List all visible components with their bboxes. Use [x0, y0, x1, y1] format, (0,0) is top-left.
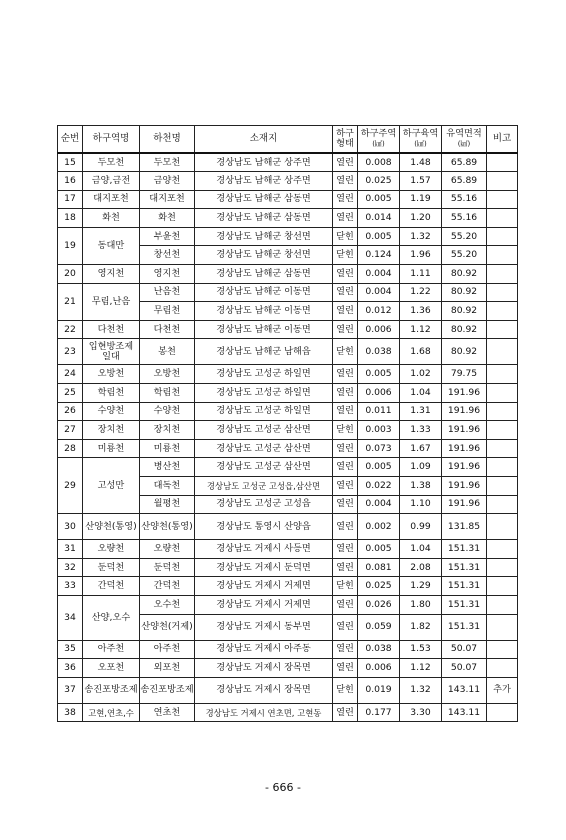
cell-catchment: 191.96 — [442, 495, 487, 514]
cell-width: 1.38 — [400, 477, 442, 496]
header-basin-unit: (㎢) — [372, 140, 385, 148]
cell-no: 38 — [58, 703, 83, 722]
cell-basin: 0.025 — [358, 172, 400, 191]
cell-catchment: 191.96 — [442, 458, 487, 477]
cell-location: 경상남도 거제시 장목면 — [195, 677, 333, 703]
table-row — [58, 421, 518, 440]
cell-type: 닫힌 — [333, 246, 358, 265]
cell-no: 29 — [58, 458, 83, 514]
header-type-b: 형태 — [336, 138, 354, 149]
cell-width: 1.12 — [400, 320, 442, 339]
header-note: 비고 — [487, 126, 518, 154]
cell-location: 경상남도 남해군 이동면 — [195, 283, 333, 302]
estuary-table — [57, 125, 518, 722]
cell-width: 1.67 — [400, 439, 442, 458]
cell-basin: 0.073 — [358, 439, 400, 458]
table-row — [58, 153, 518, 172]
cell-catchment: 65.89 — [442, 172, 487, 191]
cell-basin: 0.004 — [358, 495, 400, 514]
cell-basin: 0.022 — [358, 477, 400, 496]
cell-river: 산양천(거제) — [140, 614, 195, 640]
cell-area: 동대만 — [83, 227, 140, 264]
cell-no: 18 — [58, 209, 83, 228]
cell-type: 열린 — [333, 540, 358, 559]
cell-note — [487, 595, 518, 614]
cell-type: 열린 — [333, 703, 358, 722]
cell-no: 36 — [58, 659, 83, 678]
cell-river: 연초천 — [140, 703, 195, 722]
cell-area: 화천 — [83, 209, 140, 228]
table-row — [58, 558, 518, 577]
cell-location: 경상남도 거제시 둔덕면 — [195, 558, 333, 577]
cell-note — [487, 402, 518, 421]
cell-type: 열린 — [333, 320, 358, 339]
cell-no: 33 — [58, 577, 83, 596]
table-row — [58, 703, 518, 722]
cell-river: 산양천(통영) — [140, 514, 195, 540]
cell-river: 월평천 — [140, 495, 195, 514]
cell-location: 경상남도 남해군 삼동면 — [195, 209, 333, 228]
cell-river: 다천천 — [140, 320, 195, 339]
cell-note — [487, 227, 518, 246]
header-basin-a: 하구주역 — [360, 128, 397, 139]
cell-no: 28 — [58, 439, 83, 458]
cell-width: 1.12 — [400, 659, 442, 678]
cell-width: 1.02 — [400, 365, 442, 384]
cell-area: 무림,난음 — [83, 283, 140, 320]
cell-location: 경상남도 남해군 창선면 — [195, 227, 333, 246]
cell-river: 수양천 — [140, 402, 195, 421]
cell-river: 장치천 — [140, 421, 195, 440]
cell-type: 열린 — [333, 283, 358, 302]
cell-location: 경상남도 고성군 삼산면 — [195, 421, 333, 440]
cell-note — [487, 153, 518, 172]
cell-location: 경상남도 남해군 이동면 — [195, 302, 333, 321]
cell-river: 병산천 — [140, 458, 195, 477]
cell-type: 열린 — [333, 265, 358, 284]
cell-width: 1.80 — [400, 595, 442, 614]
cell-no: 21 — [58, 283, 83, 320]
cell-location: 경상남도 남해군 삼동면 — [195, 265, 333, 284]
table-row — [58, 339, 518, 365]
cell-note — [487, 640, 518, 659]
cell-river: 간덕천 — [140, 577, 195, 596]
cell-basin: 0.006 — [358, 659, 400, 678]
cell-note — [487, 246, 518, 265]
cell-no: 37 — [58, 677, 83, 703]
cell-catchment: 151.31 — [442, 558, 487, 577]
cell-width: 1.20 — [400, 209, 442, 228]
cell-catchment: 79.75 — [442, 365, 487, 384]
cell-basin: 0.005 — [358, 365, 400, 384]
table-row — [58, 540, 518, 559]
cell-location: 경상남도 남해군 창선면 — [195, 246, 333, 265]
cell-note — [487, 172, 518, 191]
header-width — [400, 126, 442, 154]
cell-note — [487, 384, 518, 403]
cell-area: 고성만 — [83, 458, 140, 514]
cell-type: 열린 — [333, 558, 358, 577]
cell-note — [487, 540, 518, 559]
cell-catchment: 50.07 — [442, 659, 487, 678]
cell-catchment: 50.07 — [442, 640, 487, 659]
cell-width: 1.19 — [400, 190, 442, 209]
cell-note — [487, 577, 518, 596]
cell-no: 22 — [58, 320, 83, 339]
cell-no: 17 — [58, 190, 83, 209]
cell-catchment: 55.16 — [442, 209, 487, 228]
header-catch-a: 유역면적 — [446, 128, 482, 139]
cell-area: 아주천 — [83, 640, 140, 659]
cell-width: 1.10 — [400, 495, 442, 514]
cell-note — [487, 659, 518, 678]
cell-catchment: 80.92 — [442, 320, 487, 339]
cell-area: 고현,연초,수 — [83, 703, 140, 722]
header-type-a: 하구 — [336, 128, 354, 139]
cell-location: 경상남도 남해군 남해읍 — [195, 339, 333, 365]
table-row — [58, 677, 518, 703]
cell-location: 경상남도 고성군 고성읍 — [195, 495, 333, 514]
cell-river: 무림천 — [140, 302, 195, 321]
cell-area: 둔덕천 — [83, 558, 140, 577]
table-row — [58, 402, 518, 421]
cell-river: 난음천 — [140, 283, 195, 302]
cell-basin: 0.124 — [358, 246, 400, 265]
cell-basin: 0.005 — [358, 190, 400, 209]
table-row — [58, 265, 518, 284]
page-number: - 666 - — [265, 781, 301, 794]
cell-no: 35 — [58, 640, 83, 659]
cell-river: 두모천 — [140, 153, 195, 172]
cell-type: 닫힌 — [333, 577, 358, 596]
cell-note — [487, 477, 518, 496]
cell-catchment: 55.20 — [442, 227, 487, 246]
cell-width: 1.04 — [400, 540, 442, 559]
cell-width: 0.99 — [400, 514, 442, 540]
cell-area: 대지포천 — [83, 190, 140, 209]
cell-note — [487, 703, 518, 722]
cell-no: 20 — [58, 265, 83, 284]
cell-area: 수양천 — [83, 402, 140, 421]
cell-width: 1.29 — [400, 577, 442, 596]
cell-basin: 0.002 — [358, 514, 400, 540]
cell-river: 영지천 — [140, 265, 195, 284]
cell-width: 1.53 — [400, 640, 442, 659]
cell-width: 1.09 — [400, 458, 442, 477]
cell-river: 송진포방조제 — [140, 677, 195, 703]
cell-location: 경상남도 남해군 상주면 — [195, 172, 333, 191]
cell-location: 경상남도 거제시 사등면 — [195, 540, 333, 559]
cell-width: 1.36 — [400, 302, 442, 321]
cell-type: 열린 — [333, 153, 358, 172]
cell-river: 부윤천 — [140, 227, 195, 246]
cell-basin: 0.026 — [358, 595, 400, 614]
cell-note — [487, 265, 518, 284]
cell-basin: 0.006 — [358, 384, 400, 403]
cell-width: 3.30 — [400, 703, 442, 722]
cell-river: 아주천 — [140, 640, 195, 659]
table-row — [58, 384, 518, 403]
cell-river: 화천 — [140, 209, 195, 228]
cell-catchment: 80.92 — [442, 265, 487, 284]
cell-basin: 0.004 — [358, 265, 400, 284]
cell-note — [487, 209, 518, 228]
cell-no: 34 — [58, 595, 83, 640]
cell-location: 경상남도 거제시 연초면, 고현동 — [195, 703, 333, 722]
cell-river: 대독천 — [140, 477, 195, 496]
cell-width: 1.04 — [400, 384, 442, 403]
table-row — [58, 659, 518, 678]
cell-width: 1.32 — [400, 227, 442, 246]
cell-note — [487, 365, 518, 384]
cell-note — [487, 283, 518, 302]
cell-catchment: 143.11 — [442, 677, 487, 703]
cell-basin: 0.005 — [358, 227, 400, 246]
cell-river: 미룡천 — [140, 439, 195, 458]
cell-river: 오수천 — [140, 595, 195, 614]
cell-area: 두모천 — [83, 153, 140, 172]
cell-width: 1.33 — [400, 421, 442, 440]
cell-type: 열린 — [333, 384, 358, 403]
cell-area: 장치천 — [83, 421, 140, 440]
cell-location: 경상남도 거제시 거제면 — [195, 595, 333, 614]
cell-no: 15 — [58, 153, 83, 172]
header-catch-unit: (㎢) — [457, 140, 471, 148]
cell-area: 산양천(통영) — [83, 514, 140, 540]
cell-river: 창선천 — [140, 246, 195, 265]
cell-area: 학림천 — [83, 384, 140, 403]
cell-location: 경상남도 고성군 하일면 — [195, 365, 333, 384]
cell-river: 대지포천 — [140, 190, 195, 209]
cell-basin: 0.008 — [358, 153, 400, 172]
cell-width: 1.68 — [400, 339, 442, 365]
cell-no: 30 — [58, 514, 83, 540]
cell-basin: 0.012 — [358, 302, 400, 321]
cell-width: 1.31 — [400, 402, 442, 421]
cell-location: 경상남도 고성군 삼산면 — [195, 458, 333, 477]
cell-catchment: 151.31 — [442, 614, 487, 640]
header-catchment — [442, 126, 487, 154]
cell-note — [487, 514, 518, 540]
header-location: 소재지 — [195, 126, 333, 154]
cell-location: 경상남도 고성군 하일면 — [195, 384, 333, 403]
cell-type: 열린 — [333, 659, 358, 678]
cell-type: 열린 — [333, 514, 358, 540]
cell-width: 1.48 — [400, 153, 442, 172]
header-width-unit: (㎢) — [414, 140, 427, 148]
cell-basin: 0.038 — [358, 640, 400, 659]
cell-note — [487, 190, 518, 209]
cell-width: 1.32 — [400, 677, 442, 703]
table-row — [58, 209, 518, 228]
cell-no: 27 — [58, 421, 83, 440]
cell-catchment: 191.96 — [442, 421, 487, 440]
cell-type: 열린 — [333, 209, 358, 228]
cell-catchment: 151.31 — [442, 540, 487, 559]
cell-catchment: 151.31 — [442, 595, 487, 614]
cell-catchment: 55.20 — [442, 246, 487, 265]
cell-type: 열린 — [333, 595, 358, 614]
cell-area: 영지천 — [83, 265, 140, 284]
cell-location: 경상남도 고성군 하일면 — [195, 402, 333, 421]
cell-basin: 0.014 — [358, 209, 400, 228]
cell-width: 1.82 — [400, 614, 442, 640]
cell-type: 열린 — [333, 365, 358, 384]
cell-type: 열린 — [333, 614, 358, 640]
cell-catchment: 131.85 — [442, 514, 487, 540]
cell-note — [487, 439, 518, 458]
table-row — [58, 595, 518, 614]
table-row — [58, 320, 518, 339]
cell-width: 1.22 — [400, 283, 442, 302]
cell-basin: 0.038 — [358, 339, 400, 365]
cell-basin: 0.011 — [358, 402, 400, 421]
table-row — [58, 514, 518, 540]
table-row — [58, 283, 518, 302]
cell-basin: 0.006 — [358, 320, 400, 339]
table-row — [58, 458, 518, 477]
cell-no: 25 — [58, 384, 83, 403]
cell-river: 금양천 — [140, 172, 195, 191]
cell-type: 열린 — [333, 402, 358, 421]
cell-note — [487, 614, 518, 640]
cell-catchment: 80.92 — [442, 283, 487, 302]
cell-no: 24 — [58, 365, 83, 384]
cell-area: 미룡천 — [83, 439, 140, 458]
cell-area: 간덕천 — [83, 577, 140, 596]
cell-basin: 0.059 — [358, 614, 400, 640]
cell-area: 입현방조제 일대 — [83, 339, 140, 365]
cell-basin: 0.005 — [358, 540, 400, 559]
cell-area: 오포천 — [83, 659, 140, 678]
table-row — [58, 172, 518, 191]
cell-type: 열린 — [333, 190, 358, 209]
cell-note — [487, 339, 518, 365]
cell-type: 열린 — [333, 477, 358, 496]
cell-type: 열린 — [333, 458, 358, 477]
cell-type: 열린 — [333, 172, 358, 191]
cell-note — [487, 558, 518, 577]
cell-basin: 0.005 — [358, 458, 400, 477]
cell-type: 열린 — [333, 495, 358, 514]
cell-type: 열린 — [333, 302, 358, 321]
cell-basin: 0.025 — [358, 577, 400, 596]
cell-location: 경상남도 남해군 상주면 — [195, 153, 333, 172]
table-row — [58, 577, 518, 596]
table-row — [58, 227, 518, 246]
cell-location: 경상남도 통영시 산양읍 — [195, 514, 333, 540]
cell-location: 경상남도 남해군 이동면 — [195, 320, 333, 339]
header-type — [333, 126, 358, 154]
cell-no: 32 — [58, 558, 83, 577]
cell-area: 송진포방조제 — [83, 677, 140, 703]
cell-type: 열린 — [333, 439, 358, 458]
cell-basin: 0.081 — [358, 558, 400, 577]
cell-river: 오방천 — [140, 365, 195, 384]
table-row — [58, 439, 518, 458]
cell-type: 닫힌 — [333, 339, 358, 365]
header-width-a: 하구육역 — [402, 128, 439, 139]
cell-river: 오량천 — [140, 540, 195, 559]
cell-type: 닫힌 — [333, 421, 358, 440]
cell-width: 2.08 — [400, 558, 442, 577]
cell-no: 19 — [58, 227, 83, 264]
cell-river: 봉천 — [140, 339, 195, 365]
cell-river: 학림천 — [140, 384, 195, 403]
cell-note — [487, 458, 518, 477]
cell-area: 오방천 — [83, 365, 140, 384]
header-basin — [358, 126, 400, 154]
cell-note — [487, 495, 518, 514]
cell-location: 경상남도 고성군 고성읍,삼산면 — [195, 477, 333, 496]
cell-area: 다천천 — [83, 320, 140, 339]
cell-catchment: 143.11 — [442, 703, 487, 722]
cell-catchment: 80.92 — [442, 339, 487, 365]
header-river: 하천명 — [140, 126, 195, 154]
table-row — [58, 190, 518, 209]
table-row — [58, 640, 518, 659]
cell-width: 1.57 — [400, 172, 442, 191]
header-area: 하구역명 — [83, 126, 140, 154]
cell-note — [487, 421, 518, 440]
cell-type: 열린 — [333, 640, 358, 659]
cell-river: 외포천 — [140, 659, 195, 678]
header-no: 순번 — [58, 126, 83, 154]
cell-location: 경상남도 남해군 삼동면 — [195, 190, 333, 209]
cell-area: 산양,오수 — [83, 595, 140, 640]
cell-location: 경상남도 거제시 장목면 — [195, 659, 333, 678]
cell-no: 16 — [58, 172, 83, 191]
cell-basin: 0.003 — [358, 421, 400, 440]
header-row — [58, 126, 518, 154]
cell-catchment: 191.96 — [442, 439, 487, 458]
cell-area: 금양,금전 — [83, 172, 140, 191]
cell-no: 23 — [58, 339, 83, 365]
cell-catchment: 191.96 — [442, 402, 487, 421]
cell-width: 1.96 — [400, 246, 442, 265]
cell-area: 오량천 — [83, 540, 140, 559]
cell-note: 추가 — [487, 677, 518, 703]
cell-no: 26 — [58, 402, 83, 421]
table-row — [58, 365, 518, 384]
cell-catchment: 151.31 — [442, 577, 487, 596]
cell-basin: 0.004 — [358, 283, 400, 302]
cell-catchment: 191.96 — [442, 477, 487, 496]
cell-catchment: 55.16 — [442, 190, 487, 209]
cell-note — [487, 302, 518, 321]
cell-catchment: 80.92 — [442, 302, 487, 321]
cell-catchment: 191.96 — [442, 384, 487, 403]
cell-basin: 0.019 — [358, 677, 400, 703]
cell-location: 경상남도 거제시 아주동 — [195, 640, 333, 659]
cell-note — [487, 320, 518, 339]
cell-river: 둔덕천 — [140, 558, 195, 577]
cell-basin: 0.177 — [358, 703, 400, 722]
cell-location: 경상남도 거제시 거제면 — [195, 577, 333, 596]
cell-width: 1.11 — [400, 265, 442, 284]
cell-catchment: 65.89 — [442, 153, 487, 172]
cell-type: 닫힌 — [333, 227, 358, 246]
cell-location: 경상남도 거제시 동부면 — [195, 614, 333, 640]
cell-no: 31 — [58, 540, 83, 559]
cell-location: 경상남도 고성군 삼산면 — [195, 439, 333, 458]
cell-type: 닫힌 — [333, 677, 358, 703]
